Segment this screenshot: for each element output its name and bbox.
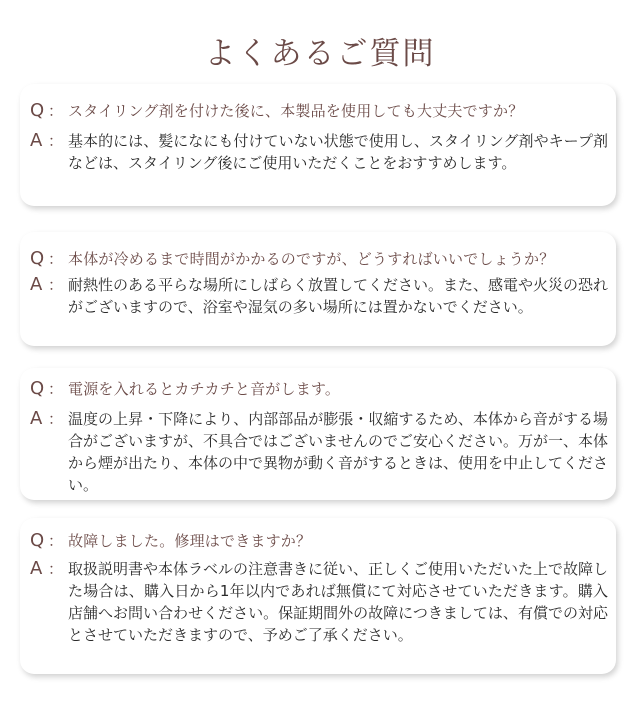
answer-letter: A — [30, 274, 43, 295]
faq-question-row — [20, 368, 616, 400]
answer-colon: ： — [48, 276, 64, 294]
question-colon: ： — [48, 380, 64, 398]
question-marker — [20, 530, 68, 552]
faq-item — [20, 368, 616, 500]
question-marker — [20, 100, 68, 122]
faq-question: 電源を入れるとカチカチと音がします。 — [68, 380, 341, 398]
faq-answer: 温度の上昇・下降により、内部部品が膨張・収縮するため、本体から音がする場合がございますが、不具合ではございませんのでご安心ください。万が一、本体から煙が出たり、本体の中で異物が動く音がするときは、使用を中止してください。 — [68, 410, 609, 494]
faq-answer-row — [20, 552, 616, 646]
faq-answer-row — [20, 400, 616, 496]
answer-letter: A — [30, 408, 43, 429]
faq-question-row — [20, 518, 616, 552]
faq-question: 本体が冷めるまで時間がかかるのですが、どうすればいいでしょうか？ — [68, 250, 555, 268]
answer-marker — [20, 408, 68, 430]
answer-colon: ： — [48, 132, 64, 150]
faq-question: スタイリング剤を付けた後に、本製品を使用しても大丈夫ですか？ — [68, 102, 524, 120]
question-colon: ： — [48, 102, 64, 120]
question-colon: ： — [48, 250, 64, 268]
faq-answer: 基本的には、髪になにも付けていない状態で使用し、スタイリング剤やキープ剤などは、スタイリング後にご使用いただくことをおすすめします。 — [68, 132, 608, 172]
question-colon: ： — [48, 532, 64, 550]
question-letter: Q — [30, 248, 45, 269]
question-marker — [20, 378, 68, 400]
faq-item — [20, 84, 616, 206]
answer-letter: A — [30, 558, 43, 579]
answer-marker — [20, 274, 68, 296]
answer-colon: ： — [48, 410, 64, 428]
faq-answer: 耐熱性のある平らな場所にしばらく放置してください。また、感電や火災の恐れがございますので、浴室や湿気の多い場所には置かないでください。 — [68, 276, 609, 316]
question-letter: Q — [30, 100, 45, 121]
page-title: よくあるご質問 — [204, 36, 436, 72]
faq-answer-row — [20, 122, 616, 174]
question-letter: Q — [30, 530, 45, 551]
answer-marker — [20, 130, 68, 152]
faq-answer: 取扱説明書や本体ラベルの注意書きに従い、正しくご使用いただいた上で故障した場合は、購入日から1年以内であれば無償にて対応させていただきます。購入店舗へお問い合わせください。保証期間外の故障につきましては、有償での対応とさせていただきますので、予めご了承ください。 — [68, 560, 609, 644]
faq-question-row — [20, 84, 616, 122]
faq-item — [20, 518, 616, 674]
faq-answer-row — [20, 270, 616, 318]
answer-letter: A — [30, 130, 43, 151]
question-letter: Q — [30, 378, 45, 399]
faq-item — [20, 232, 616, 346]
answer-marker — [20, 558, 68, 580]
faq-question: 故障しました。修理はできますか？ — [68, 532, 312, 550]
faq-question-row — [20, 232, 616, 270]
answer-colon: ： — [48, 560, 64, 578]
question-marker — [20, 248, 68, 270]
